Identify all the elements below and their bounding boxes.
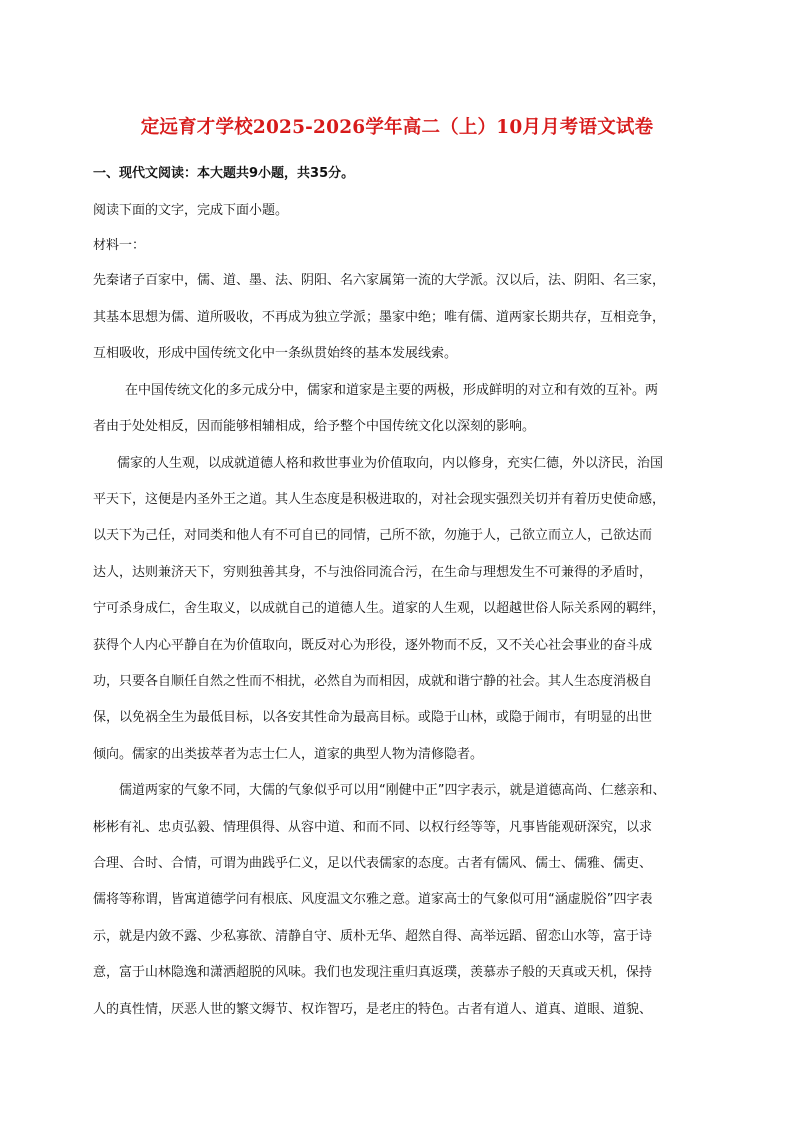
paragraph-line: 倾向。儒家的出类拔萃者为志士仁人，道家的典型人物为清修隐者。 — [93, 747, 484, 762]
section-header: 一、现代文阅读：本大题共9小题，共35分。 — [93, 166, 355, 181]
paragraph-line: 平天下，这便是内圣外王之道。其人生态度是积极进取的，对社会现实强烈关切并有着历史使命感， — [93, 492, 666, 507]
paragraph-line: 达人，达则兼济天下，穷则独善其身，不与浊俗同流合污，在生命与理想发生不可兼得的矛盾时， — [93, 565, 653, 580]
paragraph-line: 宁可杀身成仁，舍生取义，以成就自己的道德人生。道家的人生观，以超越世俗人际关系网的羁绊， — [93, 601, 666, 616]
paragraph-line: 儒将等称谓，皆寓道德学问有根底、风度温文尔雅之意。道家高士的气象似可用“涵虚脱俗”四字表 — [93, 892, 653, 907]
paragraph-line: 人的真性情，厌恶人世的繁文缛节、权诈智巧，是老庄的特色。古者有道人、道真、道眼、道貌、 — [93, 1002, 653, 1017]
paragraph-line: 保，以免祸全生为最低目标，以各安其性命为最高目标。或隐于山林，或隐于闹市，有明显的出世 — [93, 710, 653, 725]
paragraph-line: 者由于处处相反，因而能够相辅相成，给予整个中国传统文化以深刻的影响。 — [93, 419, 536, 434]
paragraph-line: 获得个人内心平静自在为价值取向，既反对心为形役，逐外物而不反，又不关心社会事业的奋斗成 — [93, 638, 653, 653]
paragraph-line: 示，就是内敛不露、少私寡欲、清静自守、质朴无华、超然自得、高举远蹈、留恋山水等，富于诗 — [93, 929, 653, 944]
paragraph-line: 彬彬有礼、忠贞弘毅、情理俱得、从容中道、和而不同、以权行经等等，凡事皆能观研深究，以求 — [93, 820, 653, 835]
paragraph-line: 在中国传统文化的多元成分中，儒家和道家是主要的两极，形成鲜明的对立和有效的互补。两 — [125, 383, 659, 398]
paragraph-line: 功，只要各自顺任自然之性而不相扰，必然自为而相因，成就和谐宁静的社会。其人生态度消极自 — [93, 674, 653, 689]
paragraph-line: 儒道两家的气象不同，大儒的气象似乎可以用“刚健中正”四字表示，就是道德高尚、仁慈亲和、 — [119, 783, 666, 798]
material-label: 材料一： — [93, 238, 146, 253]
paragraph-line: 互相吸收，形成中国传统文化中一条纵贯始终的基本发展线索。 — [93, 346, 458, 361]
paragraph-line: 其基本思想为儒、道所吸收，不再成为独立学派；墨家中绝；唯有儒、道两家长期共存，互相竞争， — [93, 310, 666, 325]
exam-title: 定远育才学校2025-2026学年高二（上）10月月考语文试卷 — [140, 117, 654, 138]
paragraph-line: 儒家的人生观，以成就道德人格和救世事业为价值取向，内以修身，充实仁德，外以济民，治国 — [117, 456, 664, 471]
reading-instruction: 阅读下面的文字，完成下面小题。 — [93, 203, 289, 218]
paragraph-line: 意，富于山林隐逸和潇洒超脱的风味。我们也发现注重归真返璞，羡慕赤子般的天真或天机，保持 — [93, 965, 653, 980]
paragraph-line: 合理、合时、合情，可谓为曲践乎仁义，足以代表儒家的态度。古者有儒风、儒士、儒雅、儒吏、 — [93, 856, 653, 871]
paragraph-line: 以天下为己任，对同类和他人有不可自已的同情，己所不欲，勿施于人，己欲立而立人，己欲达而 — [93, 528, 653, 543]
paragraph-line: 先秦诸子百家中，儒、道、墨、法、阴阳、名六家属第一流的大学派。汉以后，法、阴阳、名三家， — [93, 273, 666, 288]
